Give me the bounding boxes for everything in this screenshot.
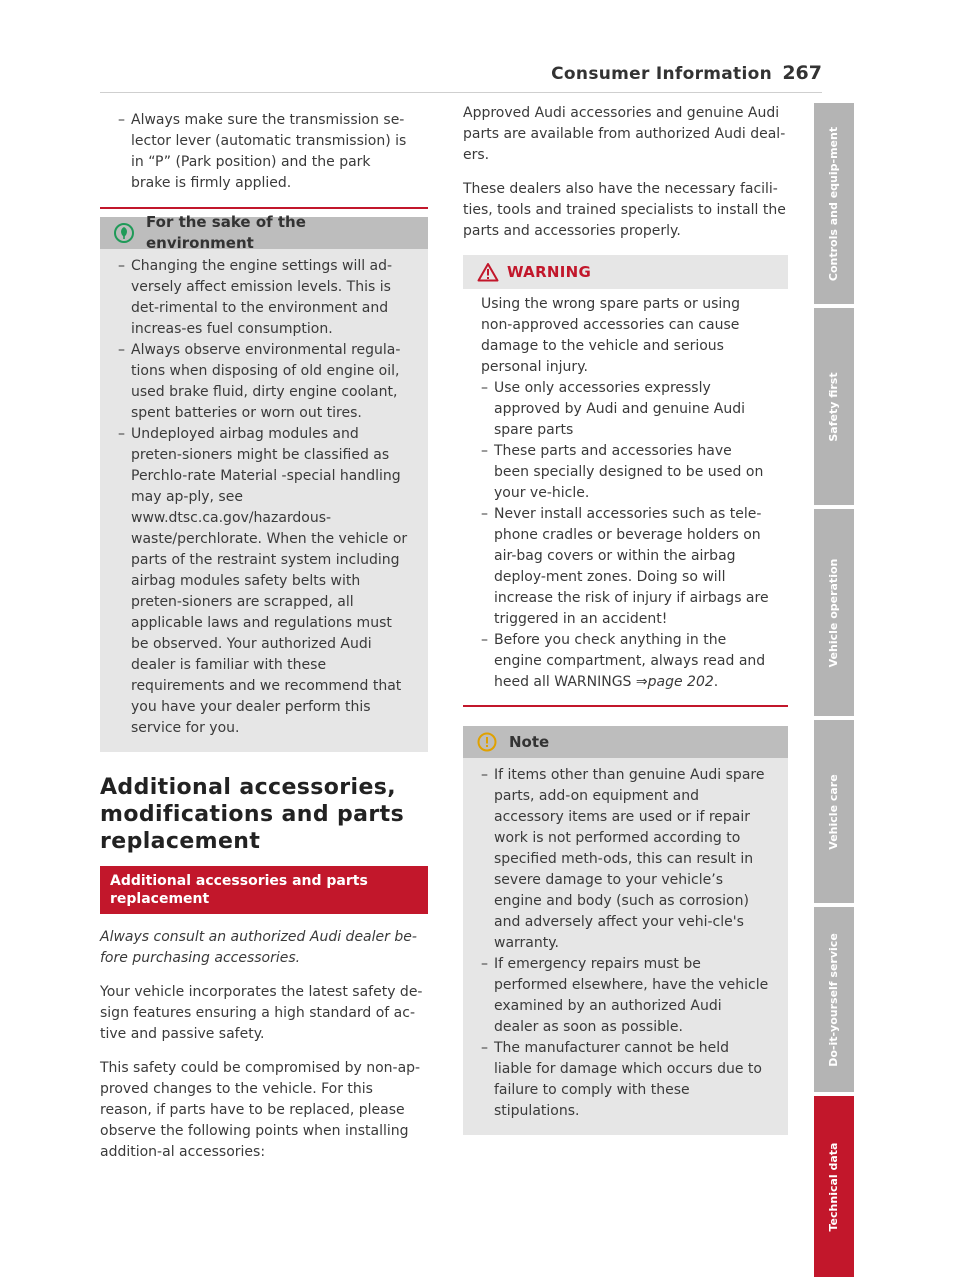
list-item: – If emergency repairs must be performed elsewhere, have the vehicle examined by an authorized Audi dealer as soon as possible. [481,954,770,1038]
left-column [100,103,428,1176]
tab-label: Technical data [827,1142,840,1231]
tab-label: Safety first [827,371,840,442]
page-header [100,62,822,93]
list-item-text: Before you check anything in the engine compartment, always read and heed all WARNINGS [494,632,766,690]
list-item: – Always make sure the transmission se-lector lever (automatic transmission) is in “P” (Park position) and the park brake is firmly applied. [118,110,410,194]
tab-vehicle-operation[interactable] [814,509,854,716]
paragraph: This safety could be compromised by non-ap-proved changes to the vehicle. For this reason, if parts have to be replaced, please observe the following points when installing addition-al accessories: [100,1060,421,1160]
tab-safety-first[interactable] [814,308,854,505]
environment-box-body [100,249,428,752]
tab-label: Controls and equip-ment [827,126,840,281]
note-circle-icon [477,732,497,752]
environment-box-title: For the sake of the environment [146,213,306,252]
list-item: – Changing the engine settings will ad-versely affect emission levels. This is det-rimental to the environment and increas-es fuel consumption. [118,256,410,340]
page-reference-link[interactable]: ⇒page 202 [635,674,714,690]
list-item: – Use only accessories expressly approved by Audi and genuine Audi spare parts [481,378,770,441]
note-box-body [463,758,788,1135]
leaf-circle-icon [114,223,134,243]
paragraph: Approved Audi accessories and genuine Audi parts are available from authorized Audi deal-ers. [463,105,786,163]
chapter-title: Consumer Information [551,64,772,84]
warning-box-title: WARNING [507,262,592,281]
tab-vehicle-care[interactable] [814,720,854,903]
paragraph: These dealers also have the necessary facili-ties, tools and trained specialists to install the parts and accessories properly. [463,181,786,239]
warning-intro: Using the wrong spare parts or using non-approved accessories can cause damage to the vehicle and serious personal injury. [481,296,741,375]
tab-label: Vehicle care [827,773,840,850]
list-item: – Undeployed airbag modules and preten-sioners might be classified as Perchlo-rate Material -special handling may ap-ply, see www.dtsc.ca.gov/hazardous-waste/perchlorate. When the vehicle or parts of the restraint system including airbag modules safety belts with preten-sioners are scrapped, all applicable laws and regulations must be observed. Your authorized Audi dealer is familiar with these requirements and we recommend that you have your dealer perform this service for you. [118,424,410,739]
warning-box-header [463,255,788,289]
paragraph: Your vehicle incorporates the latest safety de-sign features ensuring a high standard of ac-tive and passive safety. [100,984,423,1042]
tab-controls-and-equipment[interactable] [814,103,854,304]
list-item: – The manufacturer cannot be held liable for damage which occurs due to failure to comply with these stipulations. [481,1038,770,1122]
list-item [481,630,770,693]
tab-do-it-yourself-service[interactable] [814,907,854,1092]
list-item: – These parts and accessories have been specially designed to be used on your ve-hicle. [481,441,770,504]
intro-text: Always consult an authorized Audi dealer be-fore purchasing accessories. [100,929,417,966]
note-box-header [463,726,788,758]
tab-label: Do-it-yourself service [827,932,840,1067]
environment-box [100,213,428,752]
warning-triangle-icon [477,262,499,282]
note-box [463,726,788,1135]
note-box-title: Note [509,732,550,751]
environment-box-header [100,213,428,252]
tab-label: Vehicle operation [827,558,840,667]
list-item: – If items other than genuine Audi spare parts, add-on equipment and accessory items are used or if repair work is not performed according to specified meth-ods, this can result in severe damage to your vehicle’s engine and body (such as corrosion) and adversely affect your vehi-cle's warranty. [481,765,770,954]
warning-box-body [463,289,788,705]
list-item: – Never install accessories such as tele-phone cradles or beverage holders on air-bag covers or within the airbag deploy-ment zones. Doing so will increase the risk of injury if airbags are triggered in an accident! [481,504,770,630]
right-column [463,103,788,1135]
list-item: – Always observe environmental regula-tions when disposing of old engine oil, used brake fluid, dirty engine coolant, spent batteries or worn out tires. [118,340,410,424]
warning-continuation-box [100,103,428,209]
list-item-end: . [713,674,719,690]
chapter-tabs [814,103,854,1281]
page-number: 267 [782,62,822,84]
section-heading: Additional accessories, modifications and parts replacement [100,775,405,854]
subsection-banner: Additional accessories and parts replacement [100,866,428,914]
warning-box [463,255,788,707]
tab-technical-data[interactable] [814,1096,854,1277]
